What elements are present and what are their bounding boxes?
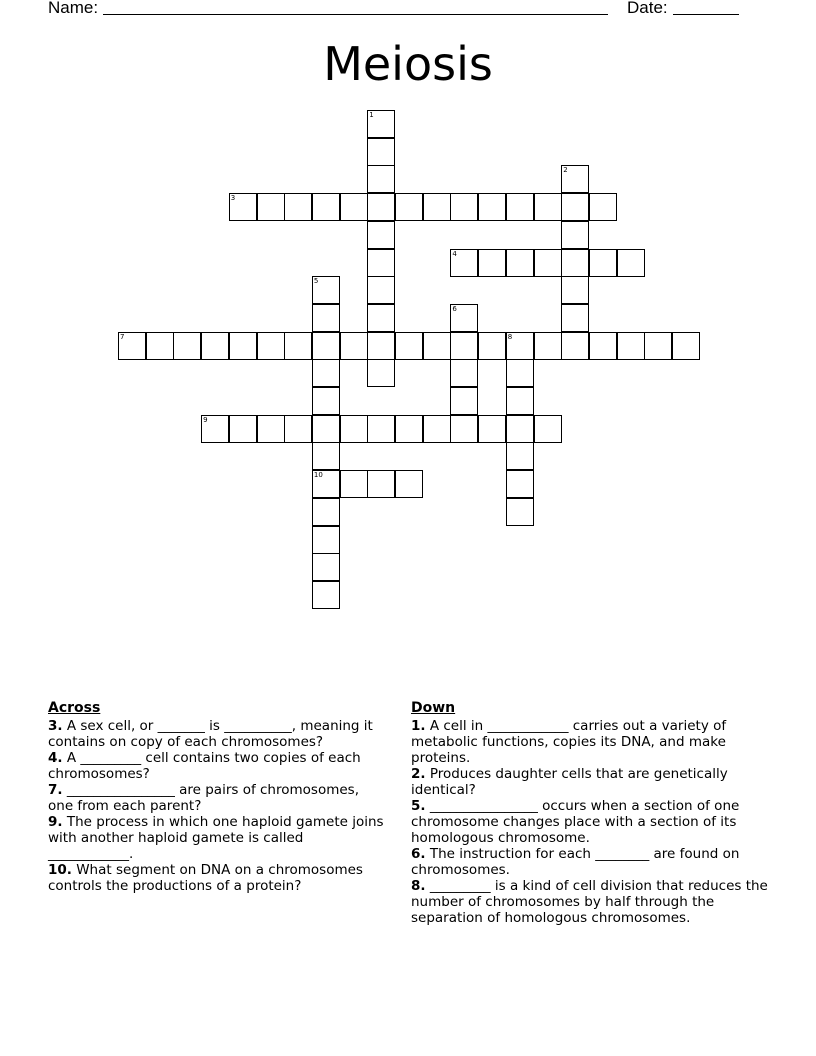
down-clue-text: A cell in ____________ carries out a variety of metabolic functions, copies its DNA, and make proteins. [411, 718, 727, 766]
crossword-cell[interactable] [506, 442, 534, 470]
across-clue [48, 862, 388, 894]
crossword-cell[interactable] [312, 332, 340, 360]
clue-number-label: 7 [120, 332, 125, 341]
clue-number-label: 5 [313, 277, 319, 286]
clue-number-label: 3 [230, 194, 236, 203]
crossword-cell[interactable] [312, 442, 340, 470]
crossword-cell[interactable] [367, 332, 395, 360]
across-clue-text: The process in which one haploid gamete joins with another haploid gamete is called ____________. [48, 814, 384, 862]
down-clue-text: The instruction for each ________ are found on chromosomes. [411, 846, 740, 878]
across-clue [48, 718, 388, 750]
down-clue [411, 718, 776, 766]
crossword-cell[interactable] [478, 415, 506, 443]
crossword-cell[interactable] [312, 359, 340, 387]
clue-number-label: 6 [452, 304, 457, 313]
crossword-cell[interactable] [450, 304, 478, 332]
across-clue-number: 9. [48, 814, 63, 830]
crossword-cell[interactable] [534, 415, 562, 443]
down-clue-text: ________________ occurs when a section of one chromosome changes place with a section of its homologous chromosome. [411, 798, 740, 846]
crossword-cell[interactable] [367, 415, 395, 443]
crossword-cell[interactable] [478, 193, 506, 221]
clue-number-label: 10 [313, 471, 323, 480]
crossword-cell[interactable] [257, 415, 285, 443]
crossword-cell[interactable] [423, 332, 451, 360]
crossword-cell[interactable] [450, 249, 478, 277]
crossword-cell[interactable] [340, 193, 368, 221]
crossword-cell[interactable] [450, 193, 478, 221]
crossword-cell[interactable] [561, 276, 589, 304]
down-clue [411, 766, 776, 798]
across-clue-number: 4. [48, 750, 63, 766]
crossword-cell[interactable] [423, 193, 451, 221]
crossword-cell[interactable] [284, 332, 312, 360]
down-clue-number: 8. [411, 878, 426, 894]
crossword-cell[interactable] [506, 470, 534, 498]
name-label: Name: [48, 0, 99, 17]
across-heading: Across [48, 700, 101, 716]
crossword-cell[interactable] [367, 359, 395, 387]
crossword-cell[interactable] [561, 304, 589, 332]
across-clue-number: 3. [48, 718, 63, 734]
crossword-cell[interactable] [450, 332, 478, 360]
crossword-cell[interactable] [367, 138, 395, 166]
crossword-cell[interactable] [340, 332, 368, 360]
crossword-cell[interactable] [589, 332, 617, 360]
crossword-cell[interactable] [617, 249, 645, 277]
down-clue-number: 6. [411, 846, 426, 862]
crossword-cell[interactable] [201, 332, 229, 360]
down-heading: Down [411, 700, 456, 716]
crossword-cell[interactable] [312, 415, 340, 443]
crossword-cell[interactable] [229, 415, 257, 443]
across-clues [48, 700, 388, 894]
crossword-cell[interactable] [589, 249, 617, 277]
across-clue [48, 750, 388, 782]
down-clue [411, 846, 776, 878]
date-label: Date: [627, 0, 668, 17]
crossword-cell[interactable] [284, 193, 312, 221]
across-clue-text: What segment on DNA on a chromosomes controls the productions of a protein? [48, 862, 363, 894]
crossword-cell[interactable] [367, 249, 395, 277]
crossword-cell[interactable] [506, 249, 534, 277]
across-clue-text: ________________ are pairs of chromosomes, one from each parent? [48, 782, 359, 814]
down-clue-number: 1. [411, 718, 426, 734]
crossword-cell[interactable] [561, 193, 589, 221]
crossword-cell[interactable] [312, 304, 340, 332]
crossword-cell[interactable] [284, 415, 312, 443]
crossword-cell[interactable] [229, 193, 257, 221]
crossword-cell[interactable] [395, 332, 423, 360]
down-clue-number: 2. [411, 766, 426, 782]
clue-number-label: 8 [507, 332, 513, 341]
crossword-cell[interactable] [367, 470, 395, 498]
crossword-cell[interactable] [478, 332, 506, 360]
down-clue-text: Produces daughter cells that are genetically identical? [411, 766, 728, 798]
crossword-cell[interactable] [450, 359, 478, 387]
crossword-cell[interactable] [229, 332, 257, 360]
puzzle-title: Meiosis [323, 37, 493, 91]
crossword-cell[interactable] [340, 415, 368, 443]
crossword-cell[interactable] [118, 332, 146, 360]
crossword-cell[interactable] [367, 276, 395, 304]
crossword-cell[interactable] [395, 193, 423, 221]
crossword-cell[interactable] [423, 415, 451, 443]
crossword-cell[interactable] [257, 332, 285, 360]
crossword-cell[interactable] [312, 581, 340, 609]
clue-number-label: 2 [563, 166, 568, 175]
crossword-cell[interactable] [534, 249, 562, 277]
crossword-cell[interactable] [644, 332, 672, 360]
crossword-cell[interactable] [367, 165, 395, 193]
crossword-cell[interactable] [589, 193, 617, 221]
crossword-cell[interactable] [312, 387, 340, 415]
across-clue [48, 814, 388, 862]
crossword-cell[interactable] [312, 470, 340, 498]
crossword-cell[interactable] [561, 249, 589, 277]
down-clue-text: _________ is a kind of cell division that reduces the number of chromosomes by half through the separation of homologous chromosomes. [411, 878, 768, 926]
across-clue [48, 782, 388, 814]
down-clue-number: 5. [411, 798, 426, 814]
crossword-cell[interactable] [312, 553, 340, 581]
clue-number-label: 1 [369, 111, 374, 119]
crossword-cell[interactable] [561, 165, 589, 193]
crossword-cell[interactable] [367, 304, 395, 332]
clue-number-label: 9 [203, 415, 208, 424]
crossword-cell[interactable] [312, 526, 340, 554]
across-clue-number: 10. [48, 862, 72, 878]
crossword-cell[interactable] [257, 193, 285, 221]
crossword-cell[interactable] [506, 332, 534, 360]
crossword-cell[interactable] [395, 470, 423, 498]
crossword-cell[interactable] [450, 415, 478, 443]
across-clue-number: 7. [48, 782, 63, 798]
crossword-cell[interactable] [395, 415, 423, 443]
crossword-cell[interactable] [201, 415, 229, 443]
crossword-cell[interactable] [561, 221, 589, 249]
crossword-cell[interactable] [534, 193, 562, 221]
crossword-cell[interactable] [367, 221, 395, 249]
across-clue-text: A _________ cell contains two copies of each chromosomes? [48, 750, 361, 782]
crossword-cell[interactable] [146, 332, 174, 360]
crossword-cell[interactable] [506, 498, 534, 526]
crossword-cell[interactable] [312, 193, 340, 221]
down-clue [411, 798, 776, 846]
clue-number-label: 4 [452, 249, 457, 258]
crossword-cell[interactable] [367, 110, 395, 138]
down-clues [411, 700, 776, 926]
crossword-cell[interactable] [506, 415, 534, 443]
crossword-cell[interactable] [561, 332, 589, 360]
crossword-cell[interactable] [478, 249, 506, 277]
crossword-cell[interactable] [312, 498, 340, 526]
crossword-cell[interactable] [506, 193, 534, 221]
down-clue [411, 878, 776, 926]
crossword-cell[interactable] [312, 276, 340, 304]
crossword-cell[interactable] [367, 193, 395, 221]
crossword-cell[interactable] [617, 332, 645, 360]
across-clue-text: A sex cell, or _______ is __________, meaning it contains on copy of each chromosomes? [48, 718, 373, 750]
crossword-cell[interactable] [173, 332, 201, 360]
crossword-cell[interactable] [450, 387, 478, 415]
crossword-cell[interactable] [340, 470, 368, 498]
crossword-cell[interactable] [506, 387, 534, 415]
crossword-cell[interactable] [506, 359, 534, 387]
crossword-cell[interactable] [672, 332, 700, 360]
crossword-cell[interactable] [534, 332, 562, 360]
